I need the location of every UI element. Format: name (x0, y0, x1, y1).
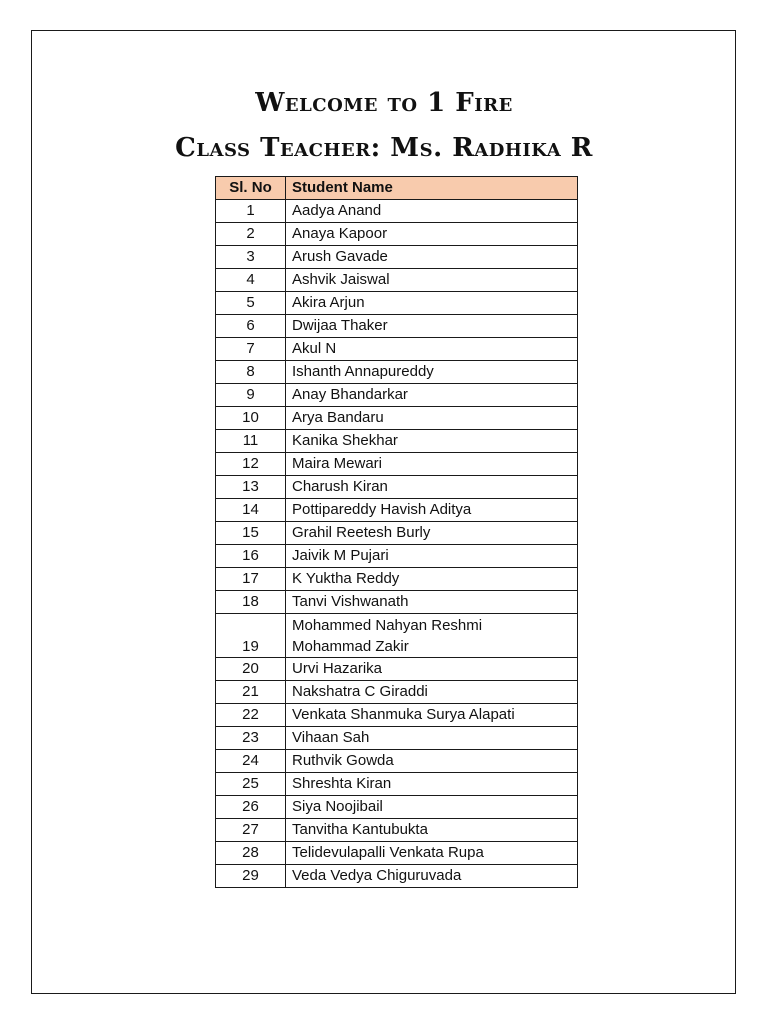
student-name: Dwijaa Thaker (286, 315, 578, 338)
table-row (216, 384, 578, 407)
row-number: 17 (216, 568, 286, 591)
table-row (216, 269, 578, 292)
student-name: Aadya Anand (286, 200, 578, 223)
row-number: 6 (216, 315, 286, 338)
table-row (216, 545, 578, 568)
student-name: Siya Noojibail (286, 796, 578, 819)
table-row (216, 430, 578, 453)
row-number: 13 (216, 476, 286, 499)
student-name: Urvi Hazarika (286, 658, 578, 681)
student-name: Maira Mewari (286, 453, 578, 476)
table-row (216, 773, 578, 796)
table-row (216, 704, 578, 727)
table-row (216, 292, 578, 315)
row-number: 4 (216, 269, 286, 292)
student-name: Nakshatra C Giraddi (286, 681, 578, 704)
student-name: Ashvik Jaiswal (286, 269, 578, 292)
row-number: 15 (216, 522, 286, 545)
table-row (216, 727, 578, 750)
class-teacher-title: Class Teacher: Ms. Radhika R (175, 133, 593, 163)
table-row (216, 246, 578, 269)
row-number: 14 (216, 499, 286, 522)
row-number: 27 (216, 819, 286, 842)
student-name: Akul N (286, 338, 578, 361)
row-number: 9 (216, 384, 286, 407)
student-name: Tanvi Vishwanath (286, 591, 578, 614)
table-row (216, 614, 578, 658)
student-name-line-1: Mohammed Nahyan Reshmi (292, 616, 483, 634)
table-row (216, 200, 578, 223)
student-name: Telidevulapalli Venkata Rupa (286, 842, 578, 865)
student-name: Anaya Kapoor (286, 223, 578, 246)
student-name: Jaivik M Pujari (286, 545, 578, 568)
row-number: 1 (216, 200, 286, 223)
row-number: 22 (216, 704, 286, 727)
student-name: Arush Gavade (286, 246, 578, 269)
student-name: Anay Bhandarkar (286, 384, 578, 407)
table-row (216, 681, 578, 704)
student-name-line-2: Mohammad Zakir (292, 637, 409, 655)
student-name: Shreshta Kiran (286, 773, 578, 796)
row-number: 25 (216, 773, 286, 796)
row-number: 8 (216, 361, 286, 384)
student-name: Kanika Shekhar (286, 430, 578, 453)
row-number: 24 (216, 750, 286, 773)
row-number: 19 (216, 614, 286, 658)
table-row (216, 568, 578, 591)
row-number: 23 (216, 727, 286, 750)
table-row (216, 796, 578, 819)
table-row (216, 453, 578, 476)
row-number: 3 (216, 246, 286, 269)
student-name: Tanvitha Kantubukta (286, 819, 578, 842)
row-number: 20 (216, 658, 286, 681)
table-row (216, 750, 578, 773)
student-name: Grahil Reetesh Burly (286, 522, 578, 545)
student-name: Ruthvik Gowda (286, 750, 578, 773)
row-number: 18 (216, 591, 286, 614)
table-row (216, 499, 578, 522)
table-row (216, 842, 578, 865)
student-name: Vihaan Sah (286, 727, 578, 750)
table-row (216, 658, 578, 681)
student-name: Veda Vedya Chiguruvada (286, 865, 578, 888)
welcome-title: Welcome to 1 Fire (255, 88, 513, 118)
row-number: 11 (216, 430, 286, 453)
row-number: 12 (216, 453, 286, 476)
column-header-student-name: Student Name (286, 177, 578, 200)
table-row (216, 223, 578, 246)
student-name (286, 614, 578, 658)
row-number: 29 (216, 865, 286, 888)
table-row (216, 407, 578, 430)
table-row (216, 522, 578, 545)
column-header-sl-no: Sl. No (216, 177, 286, 200)
row-number: 21 (216, 681, 286, 704)
row-number: 7 (216, 338, 286, 361)
table-row (216, 361, 578, 384)
table-row (216, 819, 578, 842)
table-row (216, 315, 578, 338)
student-table (215, 176, 578, 888)
row-number: 28 (216, 842, 286, 865)
row-number: 2 (216, 223, 286, 246)
table-row (216, 591, 578, 614)
row-number: 5 (216, 292, 286, 315)
table-row (216, 338, 578, 361)
row-number: 16 (216, 545, 286, 568)
row-number: 26 (216, 796, 286, 819)
table-header-row (216, 177, 578, 200)
student-name: Arya Bandaru (286, 407, 578, 430)
table-row (216, 865, 578, 888)
student-name: Akira Arjun (286, 292, 578, 315)
student-name: Ishanth Annapureddy (286, 361, 578, 384)
student-name: Charush Kiran (286, 476, 578, 499)
student-name: K Yuktha Reddy (286, 568, 578, 591)
student-name: Pottipareddy Havish Aditya (286, 499, 578, 522)
student-name: Venkata Shanmuka Surya Alapati (286, 704, 578, 727)
table-row (216, 476, 578, 499)
row-number: 10 (216, 407, 286, 430)
